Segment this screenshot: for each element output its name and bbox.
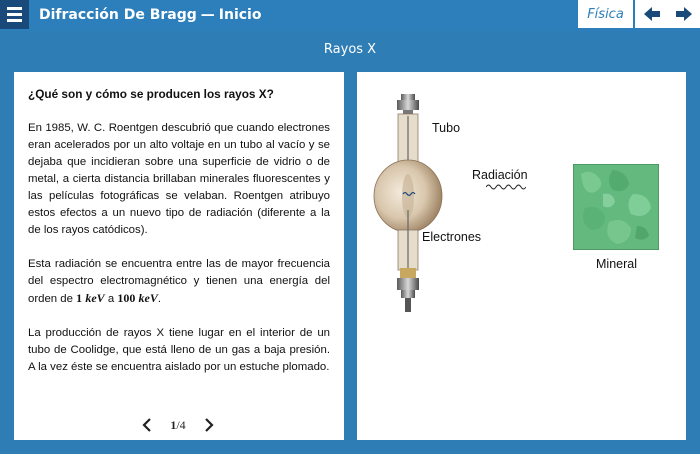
label-tube: Tubo xyxy=(432,121,461,135)
energy-max-unit: keV xyxy=(138,291,158,305)
pager xyxy=(134,416,244,436)
current-page: 1 xyxy=(170,418,177,432)
label-radiation: Radiación xyxy=(472,168,528,182)
section-title: Rayos X xyxy=(323,42,377,57)
top-bar xyxy=(0,0,700,31)
energy-min-number: 1 xyxy=(76,291,83,305)
text-panel xyxy=(14,72,344,440)
content-heading: ¿Qué son y cómo se producen los rayos X? xyxy=(28,87,274,101)
arrow-right-icon[interactable] xyxy=(667,0,700,28)
paragraph-2-end: . xyxy=(157,293,162,305)
paragraph-3: La producción de rayos X tiene lugar en el interior de un tubo de Coolidge, que está lleno de un gas a baja presión. A la vez éste se encuentra aislado por un estuche plomado. xyxy=(28,327,330,373)
text-content xyxy=(28,86,330,376)
paragraph-1: En 1985, W. C. Roentgen descubrió que cuando electrones eran acelerados por un alto voltaje en un tubo al vacío y se dejaba que incidieran sobre una superficie de vidrio o de metal, a cierta distancia brillaban minerales fluorescentes y las películas fotográficas se velaban. Roentgen atribuyo estos efectos a un nuevo tipo de radiación (diferente a la de los rayos catódicos). xyxy=(28,122,330,236)
paragraph-2-text: Esta radiación se encuentra entre las de mayor frecuencia del espectro electromagnético y tienen una energía del orden de xyxy=(28,258,330,305)
figure-panel xyxy=(357,72,686,440)
mineral-image xyxy=(573,164,659,250)
arrow-left-icon[interactable] xyxy=(635,0,668,28)
radiation-wave-icon xyxy=(486,183,526,191)
energy-connector: a xyxy=(107,293,115,305)
label-mineral: Mineral xyxy=(596,257,637,271)
app-title xyxy=(39,7,261,23)
chevron-left-icon[interactable] xyxy=(140,417,156,433)
chevron-right-icon[interactable] xyxy=(200,417,216,433)
energy-min-unit: keV xyxy=(85,291,105,305)
hamburger-icon[interactable] xyxy=(0,0,29,29)
energy-max-number: 100 xyxy=(117,291,136,305)
subject-tab-fisica[interactable]: Física xyxy=(578,0,633,28)
page-separator: / xyxy=(176,418,180,432)
label-electrons: Electrones xyxy=(422,230,482,244)
page-counter xyxy=(160,418,196,433)
page-name[interactable]: Inicio xyxy=(218,7,262,23)
total-pages: 4 xyxy=(179,418,186,432)
paragraph-2 xyxy=(28,256,330,308)
app-name: Difracción De Bragg xyxy=(39,7,197,23)
title-separator: — xyxy=(200,7,215,23)
